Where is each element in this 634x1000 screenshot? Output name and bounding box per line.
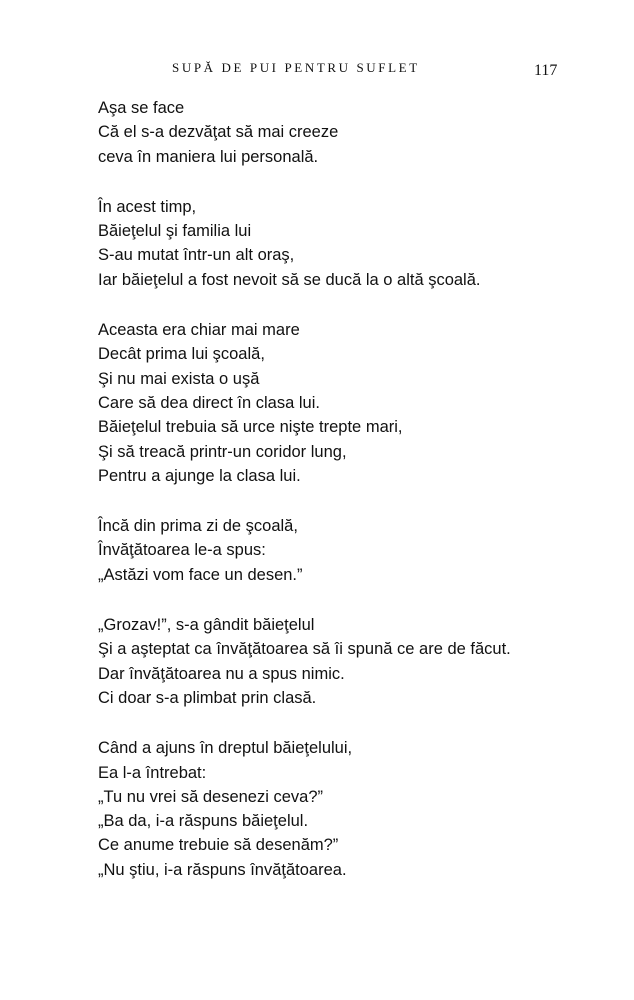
poem-line: „Astăzi vom face un desen.” (98, 565, 303, 584)
poem-line: „Tu nu vrei să desenezi ceva?” (98, 787, 323, 806)
poem-line: Ce anume trebuie să desenăm?” (98, 836, 339, 855)
stanza-2 (98, 195, 598, 292)
poem-line: Ci doar s-a plimbat prin clasă. (98, 688, 317, 707)
poem-line: Iar băieţelul a fost nevoit să se ducă la o altă şcoală. (98, 270, 481, 289)
poem-line: Băieţelul trebuia să urce nişte trepte mari, (98, 418, 403, 437)
page-number: 117 (534, 62, 558, 79)
poem-body (98, 96, 598, 908)
stanza-5 (98, 613, 598, 710)
stanza-3 (98, 318, 598, 488)
poem-line: Aceasta era chiar mai mare (98, 321, 300, 340)
poem-line: Decât prima lui şcoală, (98, 345, 265, 364)
poem-line: Care să dea direct în clasa lui. (98, 393, 320, 412)
poem-line: Aşa se face (98, 99, 185, 117)
poem-line: Că el s-a dezvăţat să mai creeze (98, 123, 339, 142)
poem-line: Învăţătoarea le-a spus: (98, 541, 266, 560)
poem-line: Când a ajuns în dreptul băieţelului, (98, 739, 353, 758)
poem-line: Încă din prima zi de şcoală, (98, 517, 298, 536)
stanza-6 (98, 736, 598, 882)
running-title: SUPĂ DE PUI PENTRU SUFLET (172, 60, 420, 75)
poem-line: Pentru a ajunge la clasa lui. (98, 466, 301, 485)
poem-line: „Ba da, i-a răspuns băieţelul. (98, 812, 309, 831)
stanza-1 (98, 96, 598, 169)
poem-line: Ea l-a întrebat: (98, 763, 207, 782)
poem-line: Băieţelul şi familia lui (98, 222, 252, 241)
poem-line: „Grozav!”, s-a gândit băieţelul (98, 616, 315, 635)
poem-line: Şi nu mai exista o uşă (98, 369, 260, 388)
poem-line: În acest timp, (98, 197, 197, 216)
running-header (0, 56, 634, 80)
poem-line: „Nu ştiu, i-a răspuns învăţătoarea. (98, 860, 347, 879)
poem-line: S-au mutat într-un alt oraş, (98, 246, 295, 265)
poem-line: Şi să treacă printr-un coridor lung, (98, 442, 347, 461)
poem-line: Şi a aşteptat ca învăţătoarea să îi spună ce are de făcut. (98, 640, 511, 659)
poem-line: ceva în maniera lui personală. (98, 147, 319, 166)
poem-line: Dar învăţătoarea nu a spus nimic. (98, 664, 345, 683)
stanza-4 (98, 514, 598, 587)
